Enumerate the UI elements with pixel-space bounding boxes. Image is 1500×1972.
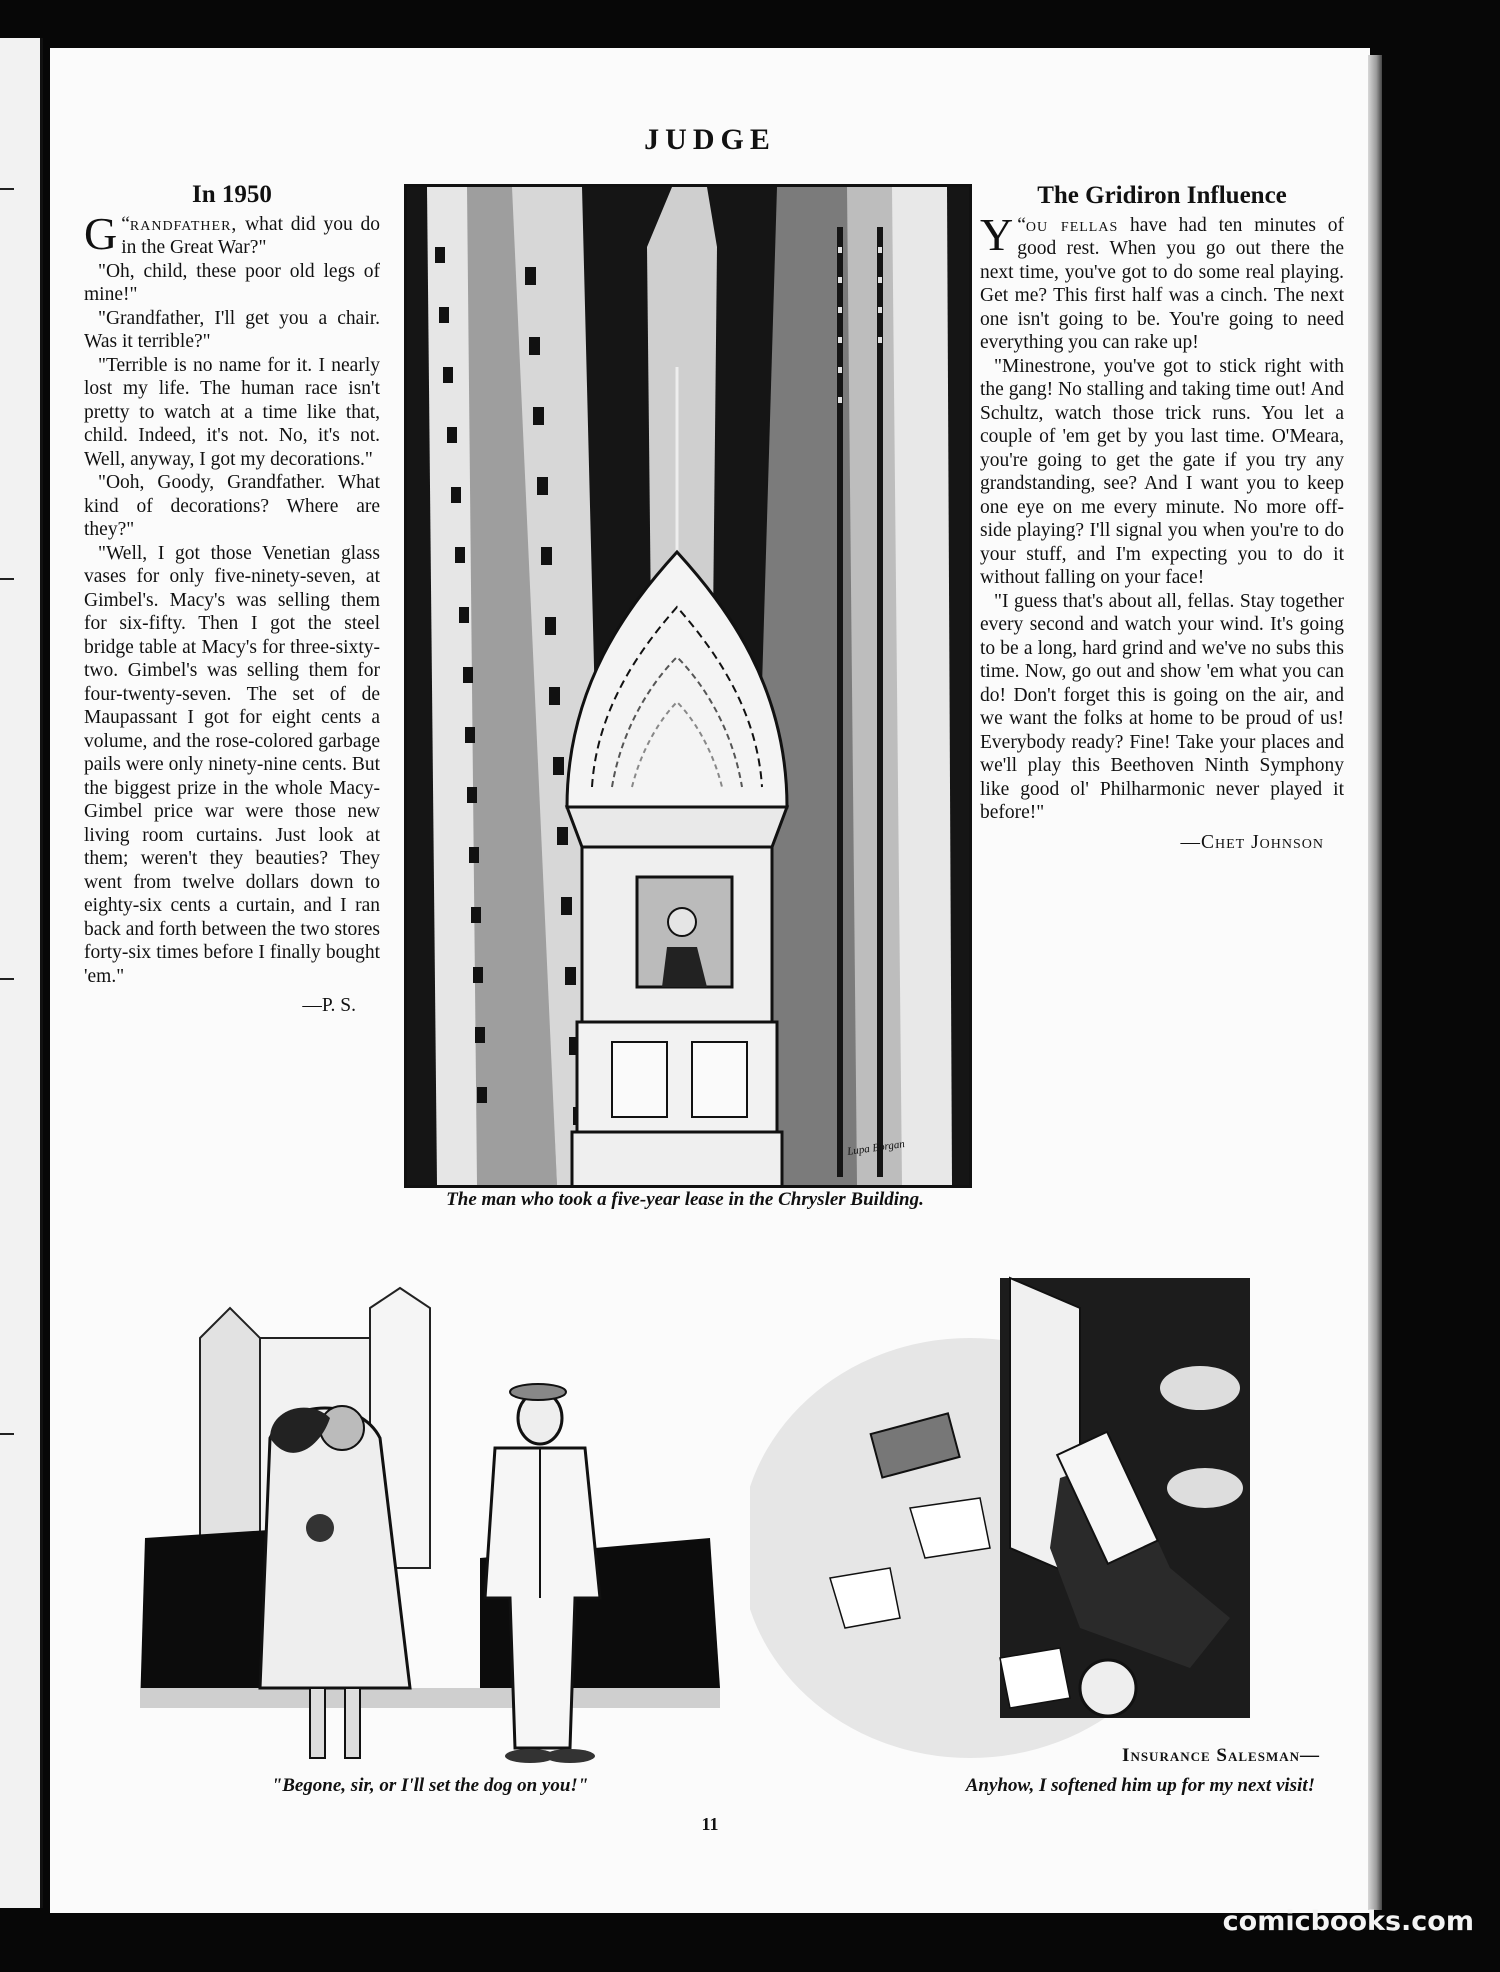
artist-signature: Lupa Borgan: [846, 1138, 906, 1158]
chrysler-building-cartoon: [404, 184, 972, 1188]
bottom-right-caption: Anyhow, I softened him up for my next visit!: [965, 1775, 1315, 1796]
article-gridiron-influence: [980, 184, 1344, 854]
article-paragraph: “ G randfather, what did you do in the Great War?": [84, 207, 380, 259]
article-paragraph: "Oh, child, these poor old legs of mine!": [84, 260, 380, 305]
thrown-salesman-illustration: [750, 1248, 1330, 1768]
adjacent-page-edge: [0, 38, 43, 1908]
article-paragraph: "Minestrone, you've got to stick right with the gang! No stalling and taking time out! And Schultz, watch those trick runs. You let a couple of 'em get by you last time. O'Meara, you're going to get the gate if you try any grandstanding, see? And I want you to keep one eye on me every minute. No more off-side playing? I'll signal you when you're to do your stuff, and I'm expecting you to do it without falling on your face!: [980, 355, 1344, 588]
insurance-salesman-cartoon: [750, 1248, 1330, 1768]
article-title: In 1950: [192, 181, 272, 208]
drop-cap: G: [84, 207, 118, 259]
masthead: JUDGE: [644, 123, 776, 156]
bottom-left-caption: "Begone, sir, or I'll set the dog on you!": [271, 1775, 589, 1796]
article-paragraph: "Grandfather, I'll get you a chair. Was it terrible?": [84, 307, 380, 352]
article-paragraph: "I guess that's about all, fellas. Stay together every second and watch your wind. It's going to be a long, hard grind and we've no subs this time. Now, go out and show 'em what you can do! Don't forget this is going on the air, and we want the folks at home to be proud of us! Everybody ready? Fine! Take your places and we'll play this Beethoven Ninth Symphony like good ol' Philharmonic never played it before!": [980, 590, 1344, 823]
article-paragraph: “ Y ou fellas have had ten minutes of good rest. When you go out there the next time, you've got to do some real playing. Get me? This first half was a cinch. The next one isn't going to be. You're going to need everything you can rake up!: [980, 208, 1344, 353]
couple-with-dog-illustration: [120, 1268, 730, 1798]
center-cartoon-caption: The man who took a five-year lease in the Chrysler Building.: [446, 1189, 924, 1210]
article-title: The Gridiron Influence: [1037, 182, 1287, 209]
article-paragraph: "Well, I got those Venetian glass vases for only five-ninety-seven, at Gimbel's. Macy's was selling them for six-fifty. Then I got the steel bridge table at Macy's for three-sixty-two. Gimbel's was selling them for four-twenty-seven. The set of de Maupassant I got for eight cents a volume, and the rose-colored garbage pails were only ninety-nine cents. But the biggest prize in the whole Macy-Gimbel price war were those new living room curtains. Just look at them; weren't they beauties? They went from twelve dollars down to eighty-six cents a curtain, and I ran back and forth between the two stores forty-six times before I finally bought 'em.": [84, 542, 380, 987]
article-paragraph: "Ooh, Goody, Grandfather. What kind of decorations? Where are they?": [84, 472, 380, 540]
page-number: 11: [701, 1814, 719, 1834]
magazine-page: [50, 48, 1370, 1913]
article-signature: —P. S.: [302, 995, 356, 1016]
article-signature: —Chet Johnson: [1180, 831, 1324, 853]
article-in-1950: [84, 183, 380, 1018]
watermark: comicbooks.com: [1222, 1906, 1474, 1937]
skyscraper-illustration: [407, 187, 969, 1185]
dog-cartoon: [120, 1268, 730, 1798]
article-paragraph: "Terrible is no name for it. I nearly lost my life. The human race isn't pretty to watch at a time like that, child. Indeed, it's not. No, it's not. Well, anyway, I got my decorations.": [84, 354, 380, 470]
bottom-right-caption-label: Insurance Salesman—: [1122, 1745, 1320, 1766]
drop-cap: Y: [980, 208, 1014, 260]
page-edge-shadow: [1368, 55, 1382, 1910]
